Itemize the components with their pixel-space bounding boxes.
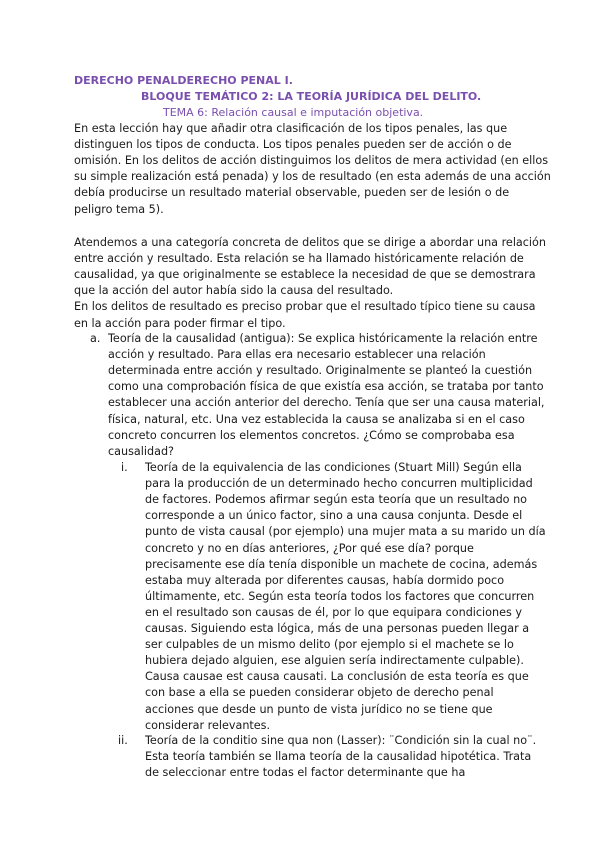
intro-line: omisión. En los delitos de acción distinguimos los delitos de mera actividad (en ellos [74, 154, 549, 168]
paragraph-line: que la acción del autor había sido la causa del resultado. [74, 284, 394, 298]
list-item-i-line: punto de vista causal (por ejemplo) una mujer mata a su marido un día [145, 525, 546, 539]
paragraph-line: entre acción y resultado. Esta relación se ha llamado históricamente relación de [74, 252, 524, 266]
list-item-i-line: concreto y no en días anteriores, ¿Por qué ese día? porque [145, 541, 474, 555]
paragraph-line: En los delitos de resultado es preciso probar que el resultado típico tiene su causa [74, 300, 536, 314]
list-item-i-line: Teoría de la equivalencia de las condiciones (Stuart Mill) Según ella [145, 461, 522, 474]
list-item-ii-line: Esta teoría también se llama teoría de la causalidad hipotética. Trata [145, 750, 532, 764]
list-item-i-line: causas. Siguiendo esta lógica, más de una personas pueden llegar a [145, 622, 530, 635]
list-item-a-line: concreto concurren los elementos concretos. ¿Cómo se comprobaba esa [108, 428, 515, 442]
list-item-i-line: Causa causae est causa causati. La conclusión de esta teoría es que [145, 670, 529, 684]
intro-line: su simple realización está penada) y los de resultado (en esta además de una acción [74, 170, 551, 184]
list-item-a-line: Teoría de la causalidad (antigua): Se explica históricamente la relación entre [108, 332, 538, 345]
list-item-a-line: causalidad? [108, 444, 174, 458]
paragraph-line: Atendemos a una categoría concreta de delitos que se dirige a abordar una relación [74, 236, 546, 249]
list-item-ii-line: de seleccionar entre todas el factor determinante que ha [145, 766, 466, 780]
list-item-i-line: ser culpables de un mismo delito (por ejemplo si el machete se lo [145, 638, 514, 652]
list-item-i-line: en el resultado son causas de él, por lo que equipara condiciones y [145, 605, 522, 619]
list-item-i-line: considerar relevantes. [145, 718, 271, 732]
list-item-a-line: como una comprobación física de que existía esa acción, se trataba por tanto [108, 380, 544, 394]
list-item-i-line: estaba muy alterada por diferentes causas, había dormido poco [145, 573, 505, 587]
intro-line: debía producirse un resultado material observable, pueden ser de lesión o de [74, 186, 510, 200]
list-item-a-line: física, natural, etc. Una vez establecida la causa se analizaba si en el caso [108, 412, 525, 426]
list-marker-a: a. [90, 332, 101, 345]
list-marker-i: i. [121, 461, 128, 474]
intro-line: peligro tema 5). [74, 202, 164, 216]
list-item-i-line: corresponde a un único factor, sino a una causa conjunta. Desde el [145, 509, 523, 523]
tema-title: TEMA 6: Relación causal e imputación objetiva. [163, 106, 424, 119]
bloque-title: BLOQUE TEMÁTICO 2: LA TEORÍA JURÍDICA DEL DELITO. [141, 90, 482, 103]
list-item-a-line: determinada entre acción y resultado. Originalmente se planteó la cuestión [108, 364, 533, 378]
list-item-ii-line: Teoría de la conditio sine qua non (Lasser): ¨Condición sin la cual no¨. [145, 734, 537, 747]
list-item-i-line: con base a ella se pueden considerar objeto de derecho penal [145, 686, 494, 700]
intro-line: distinguen los tipos de conducta. Los tipos penales pueden ser de acción o de [74, 138, 512, 152]
paragraph-line: en la acción para poder firmar el tipo. [74, 316, 286, 330]
list-item-i-line: acciones que desde un punto de vista jurídico no se tiene que [145, 702, 493, 716]
intro-line: En esta lección hay que añadir otra clasificación de los tipos penales, las que [74, 122, 508, 135]
list-item-a-line: establecer una acción anterior del derecho. Tenía que ser una causa material, [108, 396, 545, 410]
list-item-i-line: últimamente, etc. Según esta teoría todos los factores que concurren [145, 589, 535, 603]
list-item-i-line: para la producción de un determinado hecho concurren multiplicidad [145, 477, 533, 491]
doc-subject-title: DERECHO PENALDERECHO PENAL I. [74, 74, 293, 87]
list-item-i-line: precisamente ese día tenía disponible un machete de cocina, además [145, 557, 538, 571]
paragraph-line: causalidad, ya que originalmente se establece la necesidad de que se demostrara [74, 268, 536, 282]
list-item-i-line: hubiera dejado alguien, ese alguien sería indirectamente culpable). [145, 654, 524, 668]
list-item-a-line: acción y resultado. Para ellas era necesario establecer una relación [108, 348, 486, 362]
list-item-i-line: de factores. Podemos afirmar según esta teoría que un resultado no [145, 493, 528, 507]
list-marker-ii: ii. [118, 734, 128, 747]
